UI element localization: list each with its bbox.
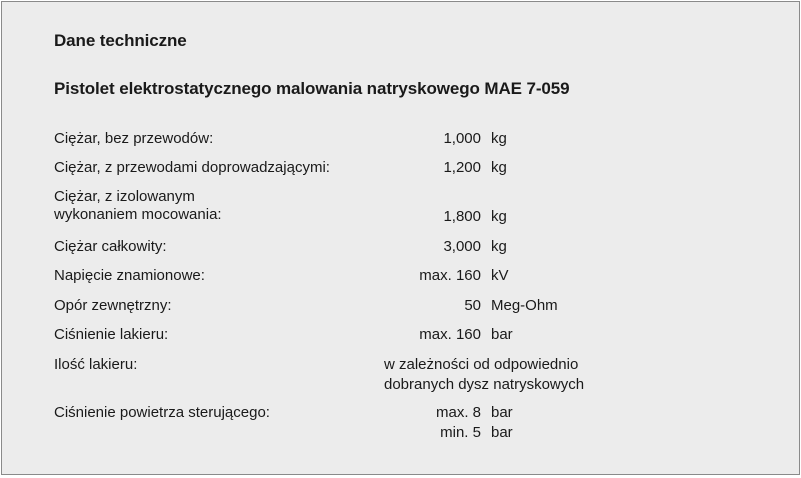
spec-value: 50 <box>464 297 481 314</box>
spec-unit: kV <box>491 267 509 284</box>
spec-unit: kg <box>491 159 507 176</box>
spec-unit: kg <box>491 238 507 255</box>
spec-label: Ciężar, bez przewodów: <box>54 130 214 147</box>
spec-value: 3,000 <box>443 238 481 255</box>
spec-unit: Meg-Ohm <box>491 297 558 314</box>
product-title: Pistolet elektrostatycznego malowania natryskowego MAE 7-059 <box>54 79 570 98</box>
spec-unit-min: bar <box>491 424 513 441</box>
spec-label: Ciśnienie lakieru: <box>54 326 169 343</box>
spec-label: Napięcie znamionowe: <box>54 267 205 284</box>
spec-description-line: w zależności od odpowiednio <box>384 356 579 373</box>
spec-description-line: dobranych dysz natryskowych <box>384 376 585 393</box>
technical-data-panel <box>1 1 800 475</box>
spec-label: Ciężar całkowity: <box>54 238 167 255</box>
spec-label-line: wykonaniem mocowania: <box>54 206 222 223</box>
spec-unit: kg <box>491 130 507 147</box>
section-title: Dane techniczne <box>54 31 187 50</box>
spec-value: 1,800 <box>443 208 481 225</box>
spec-label: Ciężar, z przewodami doprowadzającymi: <box>54 159 330 176</box>
spec-value: max. 160 <box>419 326 481 343</box>
spec-label: Opór zewnętrzny: <box>54 297 172 314</box>
spec-description <box>384 356 584 394</box>
spec-unit: kg <box>491 208 507 225</box>
spec-label: Ciśnienie powietrza sterującego: <box>54 404 270 421</box>
spec-value: max. 160 <box>419 267 481 284</box>
spec-label-line: Ciężar, z izolowanym <box>54 188 195 205</box>
spec-unit: bar <box>491 326 513 343</box>
spec-unit <box>491 404 513 442</box>
spec-value <box>436 404 481 442</box>
spec-label: Ilość lakieru: <box>54 356 138 373</box>
spec-unit-max: bar <box>491 404 513 421</box>
spec-label <box>54 188 222 224</box>
spec-value: 1,000 <box>443 130 481 147</box>
spec-value: 1,200 <box>443 159 481 176</box>
spec-value-min: min. 5 <box>440 424 481 441</box>
spec-value-max: max. 8 <box>435 404 481 421</box>
